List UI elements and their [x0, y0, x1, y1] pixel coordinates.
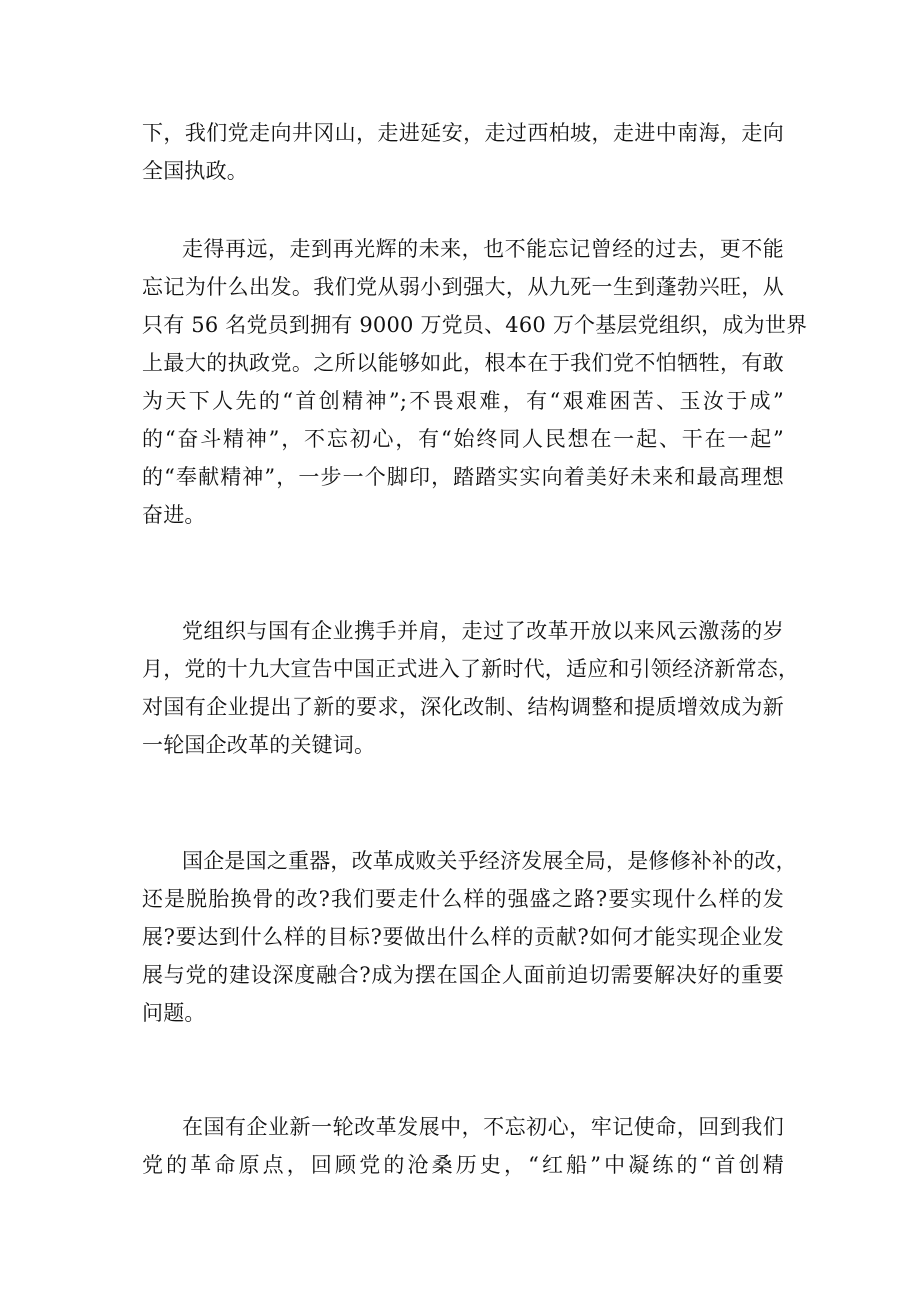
paragraph-line: 党的革命原点，回顾党的沧桑历史，“红船”中凝练的“首创精: [142, 1153, 784, 1177]
paragraph-line: 全国执政。: [142, 159, 248, 183]
paragraph-line: 还是脱胎换骨的改?我们要走什么样的强盛之路?要实现什么样的发: [142, 887, 784, 911]
paragraph-line: 的“奉献精神”，一步一个脚印，踏踏实实向着美好未来和最高理想: [142, 465, 784, 489]
paragraph-line: 下，我们党走向井冈山，走进延安，走过西柏坡，走进中南海，走向: [142, 121, 784, 145]
paragraph-line: 走得再远，走到再光辉的未来，也不能忘记曾经的过去，更不能: [182, 237, 784, 261]
paragraph-line: 月，党的十九大宣告中国正式进入了新时代，适应和引领经济新常态，: [142, 657, 800, 681]
paragraph-line: 在国有企业新一轮改革发展中，不忘初心，牢记使命，回到我们: [182, 1115, 784, 1139]
paragraph-5: [142, 1108, 784, 1184]
paragraph-line: 奋进。: [142, 503, 206, 527]
paragraph-line: 问题。: [142, 1001, 206, 1025]
paragraph-line: 党组织与国有企业携手并肩，走过了改革开放以来风云激荡的岁: [182, 619, 784, 643]
paragraph-line: 展?要达到什么样的目标?要做出什么样的贡献?如何才能实现企业发: [142, 925, 784, 949]
paragraph-line: 忘记为什么出发。我们党从弱小到强大，从九死一生到蓬勃兴旺，从: [142, 275, 784, 299]
paragraph-line: 国企是国之重器，改革成败关乎经济发展全局，是修修补补的改，: [182, 849, 797, 873]
paragraph-line: 为天下人先的“首创精神”;不畏艰难，有“艰难困苦、玉汝于成”: [142, 389, 784, 413]
paragraph-line: 的“奋斗精神”，不忘初心，有“始终同人民想在一起、干在一起”: [142, 427, 784, 451]
paragraph-2: [142, 230, 808, 534]
paragraph-line: 一轮国企改革的关键词。: [142, 733, 376, 757]
paragraph-line: 只有 56 名党员到拥有 9000 万党员、460 万个基层党组织，成为世界: [142, 313, 808, 337]
paragraph-line: 展与党的建设深度融合?成为摆在国企人面前迫切需要解决好的重要: [142, 963, 784, 987]
paragraph-line: 对国有企业提出了新的要求，深化改制、结构调整和提质增效成为新: [142, 695, 784, 719]
paragraph-line: 上最大的执政党。之所以能够如此，根本在于我们党不怕牺牲，有敢: [142, 351, 784, 375]
paragraph-3: [142, 612, 800, 764]
paragraph-4: [142, 842, 797, 1032]
paragraph-1: [142, 114, 784, 190]
